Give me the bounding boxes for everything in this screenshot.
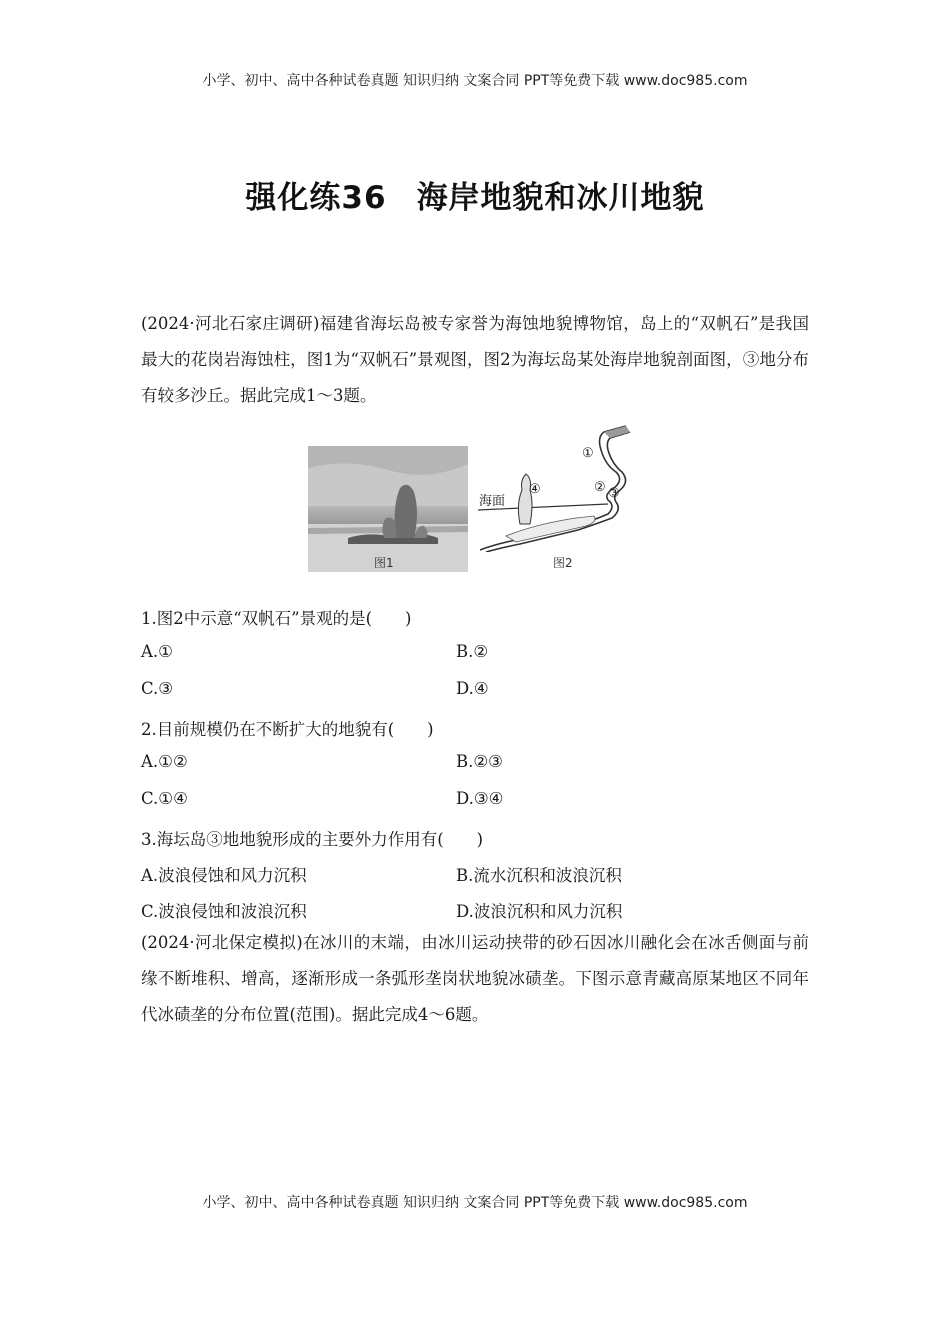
figure-1-caption: 图1 [374,556,394,570]
q2-option-c: C.①④ [141,789,188,808]
mark-4: ④ [529,482,541,497]
page-title [0,172,950,217]
q3-option-d: D.波浪沉积和风力沉积 [456,902,623,921]
q2-option-b: B.②③ [456,752,503,771]
intro-paragraph-2: (2024·河北保定模拟)在冰川的末端，由冰川运动挟带的砂石因冰川融化会在冰舌侧面与前缘不断堆积、增高，逐渐形成一条弧形垄岗状地貌冰碛垄。下图示意青藏高原某地区不同年代冰碛垄的分布位置(范围)。据此完成4～6题。 [141,933,809,1024]
q3-option-c: C.波浪侵蚀和波浪沉积 [141,902,307,921]
page-footer: 小学、初中、高中各种试卷真题 知识归纳 文案合同 PPT等免费下载 www.doc985.com [202,1195,748,1211]
mark-1: ① [582,446,594,461]
q3-option-a: A.波浪侵蚀和风力沉积 [141,866,307,885]
q1-option-d: D.④ [456,679,489,698]
mark-3: ③ [608,486,620,501]
page-header: 小学、初中、高中各种试卷真题 知识归纳 文案合同 PPT等免费下载 www.doc985.com [202,73,748,89]
q1-option-a: A.① [141,642,173,661]
q3-option-b: B.流水沉积和波浪沉积 [456,866,622,885]
sea-level-label: 海面 [479,494,506,509]
figure-2-caption: 图2 [553,556,573,570]
question-1-stem: 1.图2中示意“双帆石”景观的是( ) [141,609,412,628]
figure-block [306,424,636,572]
q2-option-a: A.①② [141,752,188,771]
question-2-stem: 2.目前规模仍在不断扩大的地貌有( ) [141,720,434,739]
title-number: 强化练36 [245,180,387,216]
intro-paragraph-1: (2024·河北石家庄调研)福建省海坛岛被专家誉为海蚀地貌博物馆，岛上的“双帆石”是我国最大的花岗岩海蚀柱，图1为“双帆石”景观图，图2为海坛岛某处海岸地貌剖面图，③地分布有较多沙丘。据此完成1～3题。 [141,314,809,405]
q1-option-c: C.③ [141,679,174,698]
mark-2: ② [594,480,606,495]
title-topic: 海岸地貌和冰川地貌 [416,180,705,216]
q2-option-d: D.③④ [456,789,504,808]
question-3-stem: 3.海坛岛③地地貌形成的主要外力作用有( ) [141,830,484,849]
q1-option-b: B.② [456,642,489,661]
